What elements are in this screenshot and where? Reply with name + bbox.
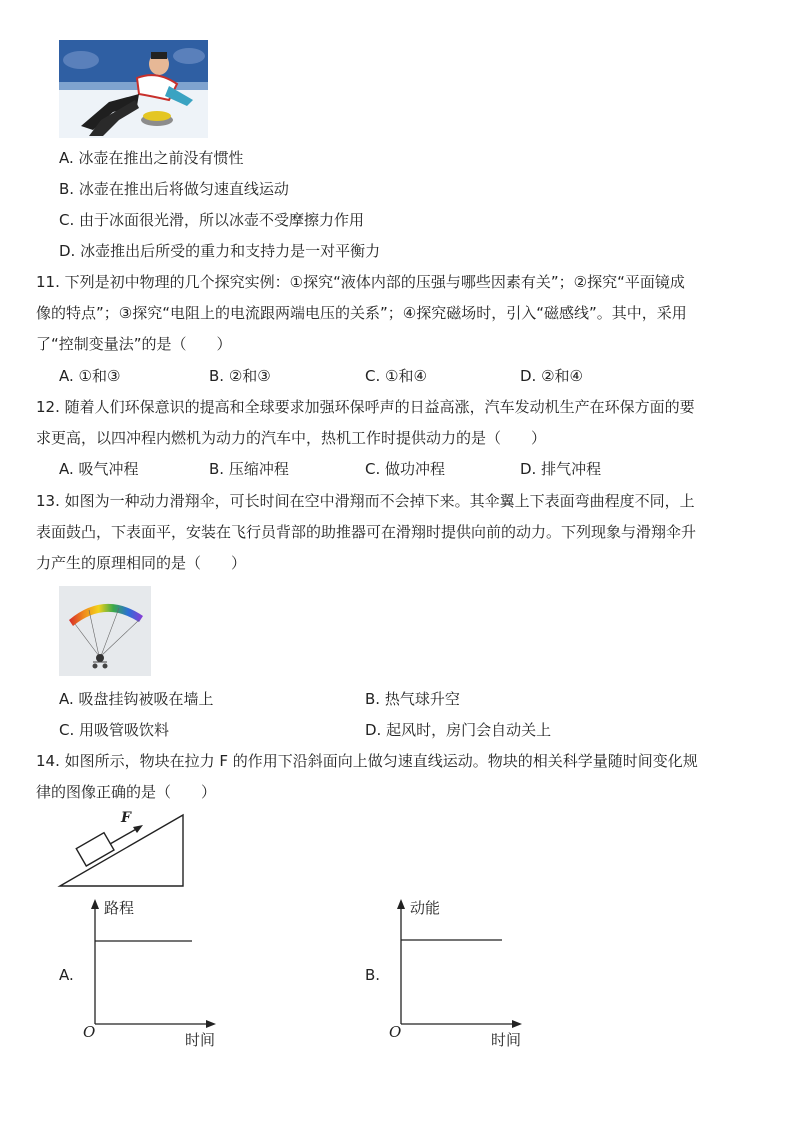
graph-a-xlabel: 时间	[185, 1031, 216, 1049]
graph-a-x-arrow	[206, 1020, 216, 1028]
q13-stem-line1: 13. 如图为一种动力滑翔伞，可长时间在空中滑翔而不会掉下来。其伞翼上下表面弯曲程度不同，上	[36, 492, 695, 510]
force-arrow	[110, 828, 138, 844]
graph-a-origin: O	[83, 1023, 96, 1041]
graph-a-option: A.	[59, 966, 74, 984]
q11-stem-line2: 像的特点”；③探究“电阻上的电流跟两端电压的关系”；④探究磁场时，引入“磁感线”。其中，采用	[36, 304, 687, 322]
block	[76, 833, 114, 866]
q14-stem-line1: 14. 如图所示，物块在拉力 F 的作用下沿斜面向上做匀速直线运动。物块的相关科学量随时间变化规	[36, 752, 698, 770]
q12-stem-line2: 求更高，以四冲程内燃机为动力的汽车中，热机工作时提供动力的是（ ）	[36, 429, 547, 447]
q12-option-a: A. 吸气冲程	[59, 460, 139, 478]
q13-stem-line2: 表面鼓凸，下表面平，安装在飞行员背部的助推器可在滑翔时提供向前的动力。下列现象与滑翔伞升	[36, 523, 697, 541]
force-arrow-head	[133, 825, 143, 833]
graph-a	[78, 893, 238, 1053]
graph-a-y-arrow	[91, 899, 99, 909]
q11-option-b: B. ②和③	[209, 367, 271, 385]
paraglider-photo	[59, 586, 151, 676]
q13-option-a: A. 吸盘挂钩被吸在墙上	[59, 690, 214, 708]
q10-option-c: C. 由于冰面很光滑，所以冰壶不受摩擦力作用	[59, 211, 365, 229]
graph-b	[384, 893, 544, 1053]
q11-option-c: C. ①和④	[365, 367, 427, 385]
graph-b-option: B.	[365, 966, 381, 984]
q13-option-d: D. 起风时，房门会自动关上	[365, 721, 552, 739]
graph-b-origin: O	[389, 1023, 402, 1041]
q13-stem-line3: 力产生的原理相同的是（ ）	[36, 554, 247, 572]
graph-b-ylabel: 动能	[410, 899, 441, 917]
q13-option-c: C. 用吸管吸饮料	[59, 721, 170, 739]
q12-stem-line1: 12. 随着人们环保意识的提高和全球要求加强环保呼声的日益高涨，汽车发动机生产在环保方面的要	[36, 398, 695, 416]
q10-option-a: A. 冰壶在推出之前没有惯性	[59, 149, 244, 167]
q13-option-b: B. 热气球升空	[365, 690, 460, 708]
q11-stem-line1: 11. 下列是初中物理的几个探究实例：①探究“液体内部的压强与哪些因素有关”；②探究“平面镜成	[36, 273, 685, 291]
q11-stem-line3: 了“控制变量法”的是（ ）	[36, 335, 232, 353]
q12-option-c: C. 做功冲程	[365, 460, 446, 478]
q10-option-d: D. 冰壶推出后所受的重力和支持力是一对平衡力	[59, 242, 381, 260]
graph-b-y-arrow	[397, 899, 405, 909]
incline-diagram	[55, 808, 195, 890]
graph-a-ylabel: 路程	[104, 899, 135, 917]
q10-option-b: B. 冰壶在推出后将做匀速直线运动	[59, 180, 289, 198]
q12-option-d: D. 排气冲程	[520, 460, 602, 478]
q14-stem-line2: 律的图像正确的是（ ）	[36, 783, 217, 801]
graph-b-x-arrow	[512, 1020, 522, 1028]
force-label: F	[121, 810, 131, 826]
q11-option-a: A. ①和③	[59, 367, 121, 385]
q12-option-b: B. 压缩冲程	[209, 460, 289, 478]
graph-b-xlabel: 时间	[491, 1031, 522, 1049]
q11-option-d: D. ②和④	[520, 367, 583, 385]
curling-photo	[59, 40, 208, 138]
